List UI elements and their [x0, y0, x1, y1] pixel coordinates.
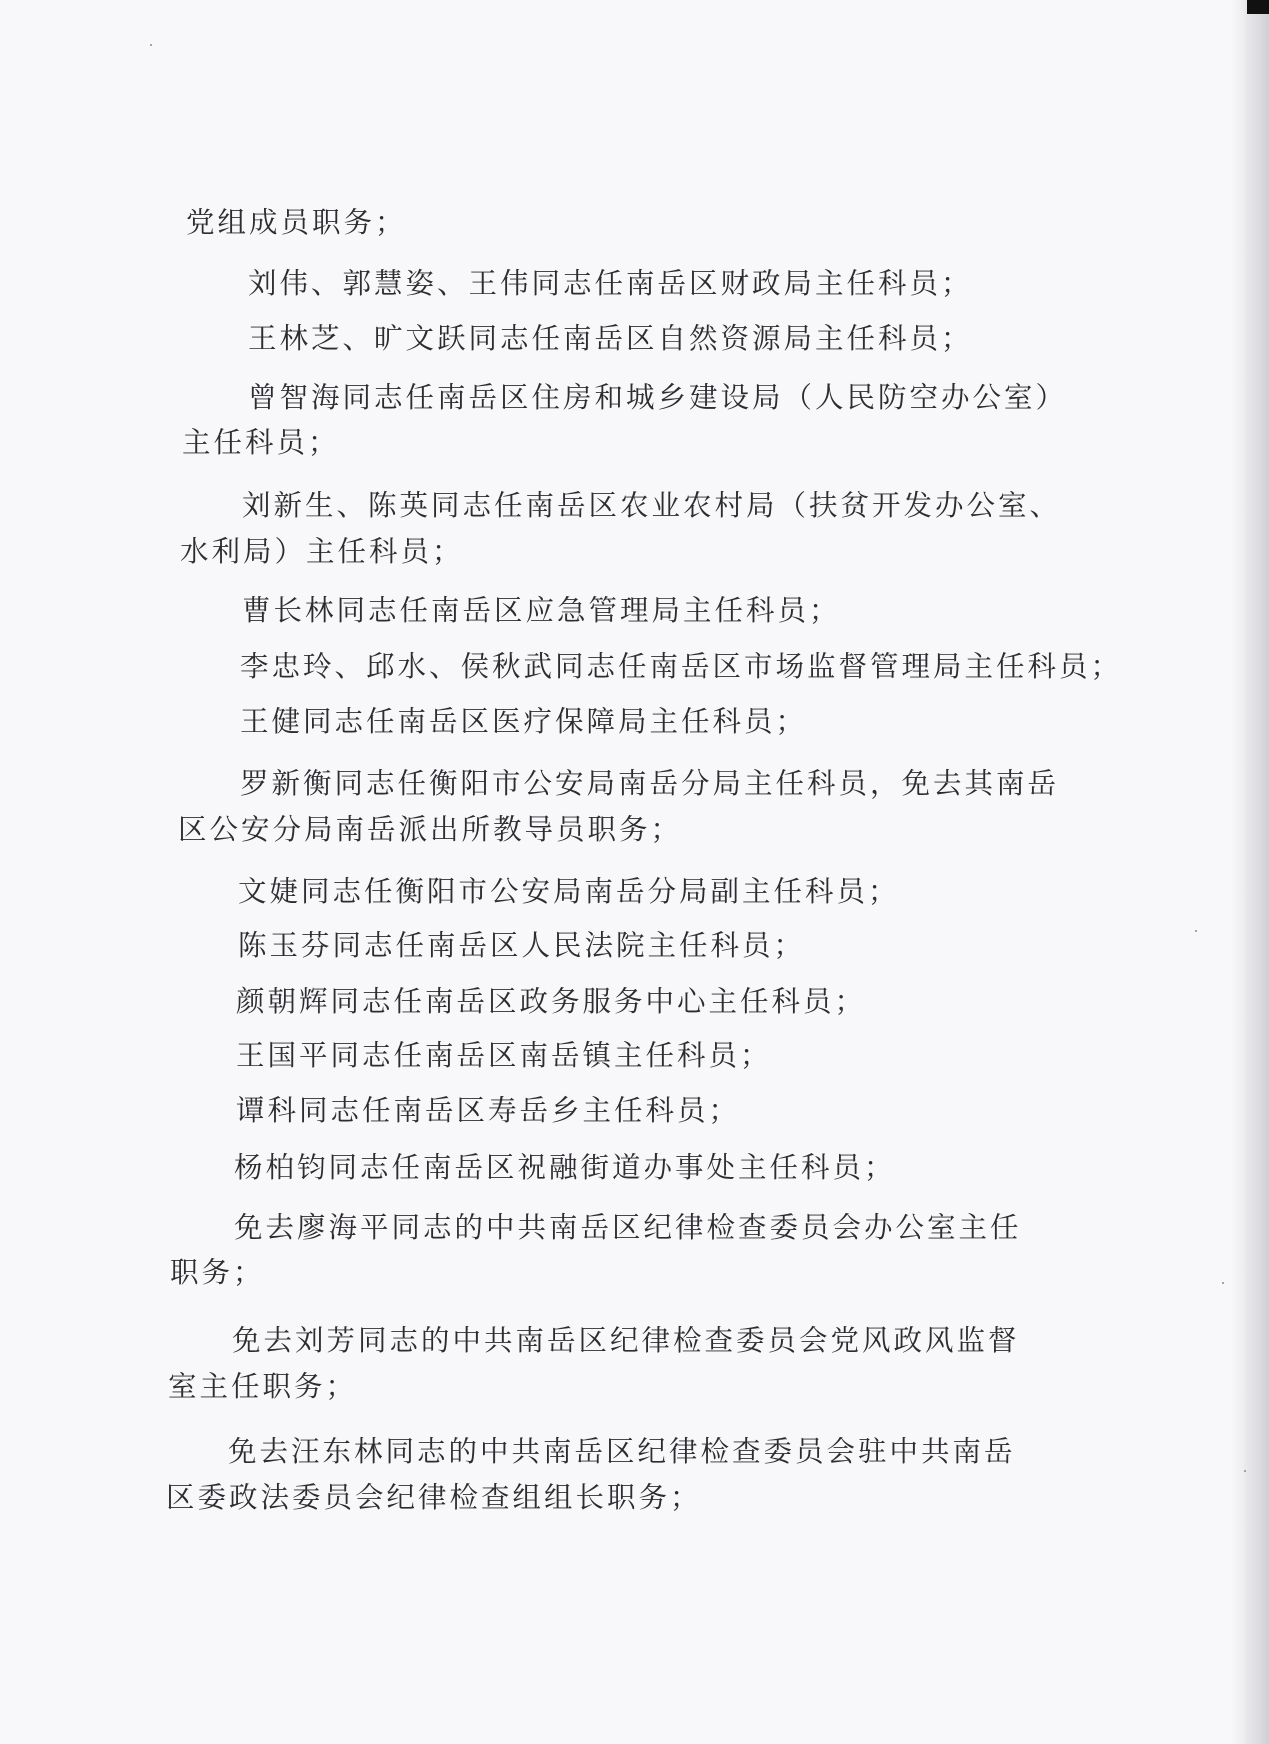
text-line-19: 免去廖海平同志的中共南岳区纪律检查委员会办公室主任 [234, 1211, 1022, 1244]
text-line-3: 王林芝、旷文跃同志任南岳区自然资源局主任科员； [248, 322, 973, 355]
text-line-9: 李忠玲、邱水、侯秋武同志任南岳区市场监督管理局主任科员； [240, 650, 1123, 683]
text-line-10: 王健同志任南岳区医疗保障局主任科员； [240, 705, 808, 738]
text-line-21: 免去刘芳同志的中共南岳区纪律检查委员会党风政风监督 [232, 1324, 1020, 1357]
text-line-4: 曾智海同志任南岳区住房和城乡建设局（人民防空办公室） [248, 381, 1068, 414]
text-line-5: 主任科员； [182, 426, 340, 459]
text-line-14: 陈玉芬同志任南岳区人民法院主任科员； [238, 929, 806, 962]
text-line-15: 颜朝辉同志任南岳区政务服务中心主任科员； [236, 985, 867, 1018]
text-line-8: 曹长林同志任南岳区应急管理局主任科员； [242, 594, 841, 627]
text-line-11: 罗新衡同志任衡阳市公安局南岳分局主任科员，免去其南岳 [240, 767, 1060, 800]
text-line-2: 刘伟、郭慧姿、王伟同志任南岳区财政局主任科员； [248, 267, 973, 300]
text-line-16: 王国平同志任南岳区南岳镇主任科员； [236, 1039, 772, 1072]
text-line-12: 区公安分局南岳派出所教导员职务； [178, 813, 683, 846]
text-line-18: 杨柏钧同志任南岳区祝融街道办事处主任科员； [234, 1151, 896, 1184]
text-line-20: 职务； [170, 1256, 265, 1289]
text-line-22: 室主任职务； [168, 1370, 358, 1403]
text-line-7: 水利局）主任科员； [180, 535, 464, 568]
text-line-24: 区委政法委员会纪律检查组组长职务； [166, 1481, 702, 1514]
text-line-1: 党组成员职务； [186, 206, 407, 239]
text-line-6: 刘新生、陈英同志任南岳区农业农村局（扶贫开发办公室、 [242, 489, 1062, 522]
text-line-23: 免去汪东林同志的中共南岳区纪律检查委员会驻中共南岳 [228, 1435, 1016, 1468]
text-line-13: 文婕同志任衡阳市公安局南岳分局副主任科员； [238, 875, 900, 908]
text-line-17: 谭科同志任南岳区寿岳乡主任科员； [236, 1094, 741, 1127]
